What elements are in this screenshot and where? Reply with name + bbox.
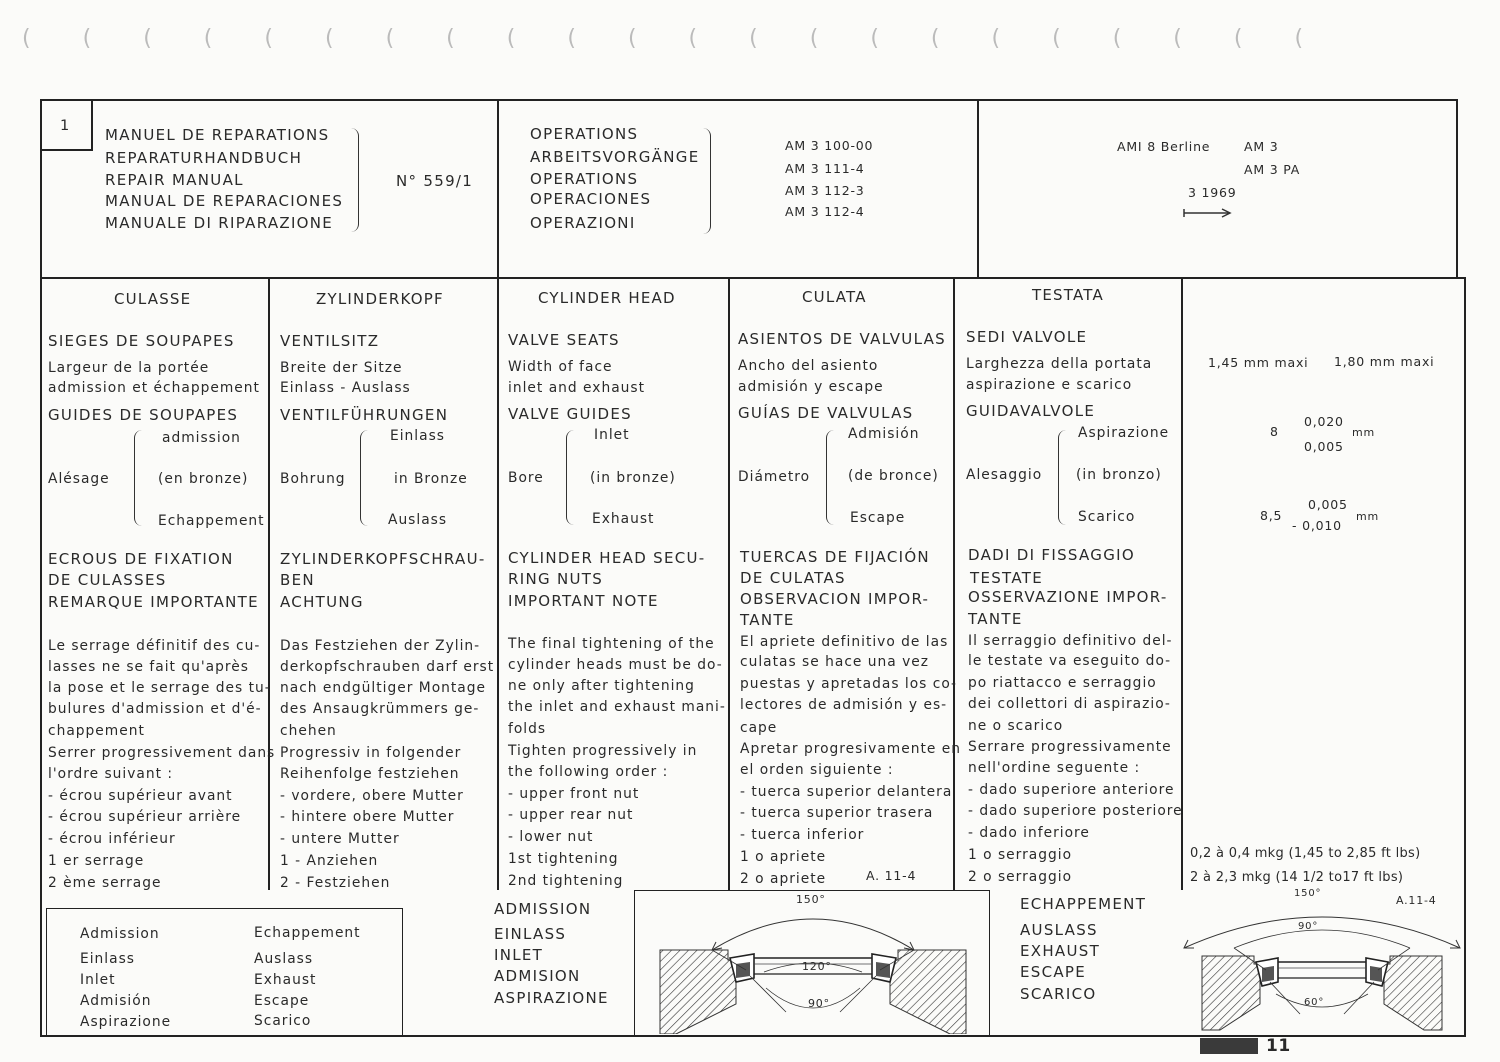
seats-title: VALVE SEATS — [508, 331, 620, 349]
body-line: - tuerca inferior — [740, 827, 865, 843]
body-line: the following order : — [508, 764, 669, 780]
body-line: - untere Mutter — [280, 831, 400, 847]
exhaust-angle-label: 150° — [1294, 888, 1322, 899]
guides-title: GUIDES DE SOUPAPES — [48, 406, 239, 424]
column-title: CULASSE — [114, 290, 192, 308]
legend-item: Inlet — [80, 972, 116, 988]
page-box-number-text: 1 — [60, 118, 71, 134]
legend-item: Admission — [80, 926, 160, 942]
manual-title-fr: MANUEL DE REPARATIONS — [105, 126, 330, 144]
guide-top: admission — [162, 430, 241, 446]
seats-desc: Ancho del asiento — [738, 358, 879, 374]
guide-left: Bore — [508, 470, 544, 486]
body-line: Apretar progresivamente en — [740, 741, 961, 757]
guides-title: VENTILFÜHRUNGEN — [280, 406, 449, 424]
seats-desc: admisión y escape — [738, 379, 884, 395]
body-line: 2 o apriete — [740, 871, 827, 887]
guide-left: Alesaggio — [966, 467, 1043, 483]
body-line: - dado superiore anteriore — [968, 782, 1175, 798]
exhaust-label: ECHAPPEMENT — [1020, 895, 1147, 913]
operation-title-en: OPERATIONS — [530, 170, 639, 188]
legend-item: Aspirazione — [80, 1014, 172, 1030]
legend-item: Exhaust — [254, 972, 317, 988]
nuts-title: TANTE — [740, 611, 795, 629]
seats-desc: Einlass - Auslass — [280, 380, 411, 396]
body-line: derkopfschrauben darf erst — [280, 659, 495, 675]
body-line: Das Festziehen der Zylin- — [280, 638, 481, 654]
nuts-title: DE CULATAS — [740, 569, 846, 587]
body-line: - tuerca superior trasera — [740, 805, 934, 821]
page-number-bar — [1200, 1038, 1258, 1054]
body-line: cylinder heads must be do- — [508, 657, 723, 673]
body-line: culatas se hace una vez — [740, 654, 930, 670]
manual-title-es: MANUAL DE REPARACIONES — [105, 192, 344, 210]
admission-label: INLET — [494, 946, 544, 964]
exhaust-label: ESCAPE — [1020, 963, 1087, 981]
guide-top: Inlet — [594, 427, 630, 443]
exhaust-angle-label: 60° — [1304, 997, 1325, 1008]
manual-number: N° 559/1 — [396, 172, 474, 190]
body-line: the inlet and exhaust mani- — [508, 699, 726, 715]
body-line: Progressiv in folgender — [280, 745, 462, 761]
admission-label: ADMISION — [494, 967, 581, 985]
model-name: AMI 8 Berline — [1117, 139, 1211, 154]
body-line: la pose et le serrage des tu- — [48, 680, 271, 696]
body-line: Reihenfolge festziehen — [280, 766, 460, 782]
inlet-guide-nominal: 8 — [1270, 424, 1279, 439]
seats-desc: Largeur de la portée — [48, 360, 210, 376]
column-title: CYLINDER HEAD — [538, 289, 676, 307]
operation-code: AM 3 112-4 — [785, 204, 865, 219]
inlet-guide-upper: 0,020 — [1304, 414, 1344, 429]
torque-second: 2 à 2,3 mkg (14 1/2 to17 ft lbs) — [1190, 870, 1404, 885]
body-line: - vordere, obere Mutter — [280, 788, 464, 804]
body-line: 1 o apriete — [740, 849, 827, 865]
guides-title: GUÍAS DE VALVULAS — [738, 404, 914, 422]
nuts-title: ECROUS DE FIXATION — [48, 550, 234, 568]
body-line: 1st tightening — [508, 851, 619, 867]
body-line: - upper rear nut — [508, 807, 634, 823]
seats-title: ASIENTOS DE VALVULAS — [738, 330, 946, 348]
seat-width-exhaust: 1,80 mm maxi — [1334, 354, 1435, 369]
exhaust-valve-seat-diagram — [1180, 890, 1464, 1036]
guide-mid: (in bronze) — [590, 470, 676, 486]
nuts-title: IMPORTANT NOTE — [508, 592, 659, 610]
body-line: - tuerca superior delantera — [740, 784, 953, 800]
legend-item: Admisión — [80, 993, 152, 1009]
admission-label: EINLASS — [494, 925, 567, 943]
legend-item: Escape — [254, 993, 310, 1009]
body-line: des Ansaugkrümmers ge- — [280, 701, 480, 717]
guide-mid: (de bronce) — [848, 468, 939, 484]
body-line: El apriete definitivo de las — [740, 634, 949, 650]
binding-marks: ( ( ( ( ( ( ( ( ( ( ( ( ( ( ( ( ( ( ( ( ( ( — [22, 26, 1304, 51]
body-line: ne o scarico — [968, 718, 1064, 734]
inlet-guide-lower: 0,005 — [1304, 439, 1344, 454]
body-line: el orden siguiente : — [740, 762, 894, 778]
manual-title-it: MANUALE DI RIPARAZIONE — [105, 214, 334, 232]
torque-first: 0,2 à 0,4 mkg (1,45 to 2,85 ft lbs) — [1190, 846, 1421, 861]
operation-title-es: OPERACIONES — [530, 190, 652, 208]
manual-title-en: REPAIR MANUAL — [105, 171, 244, 189]
guide-mid: (en bronze) — [158, 471, 249, 487]
exhaust-guide-lower: - 0,010 — [1292, 518, 1342, 533]
admission-label: ASPIRAZIONE — [494, 989, 609, 1007]
legend-item: Scarico — [254, 1013, 312, 1029]
body-line: - upper front nut — [508, 786, 640, 802]
seats-desc: inlet and exhaust — [508, 380, 645, 396]
legend-item: Einlass — [80, 951, 135, 967]
seats-title: SEDI VALVOLE — [966, 328, 1088, 346]
body-line: - écrou supérieur avant — [48, 788, 233, 804]
body-line: The final tightening of the — [508, 636, 715, 652]
body-line: dei collettori di aspirazio- — [968, 696, 1171, 712]
nuts-title: BEN — [280, 571, 315, 589]
body-line: 2 - Festziehen — [280, 875, 391, 891]
exhaust-label: AUSLASS — [1020, 921, 1098, 939]
ref-label: A. 11-4 — [866, 868, 917, 883]
guides-title: GUIDAVALVOLE — [966, 402, 1096, 420]
admission-angle-label: 120° — [802, 960, 832, 973]
body-line: po riattacco e serraggio — [968, 675, 1157, 691]
body-line: Il serraggio definitivo del- — [968, 633, 1173, 649]
nuts-title: REMARQUE IMPORTANTE — [48, 593, 259, 611]
body-line: le testate va eseguito do- — [968, 653, 1172, 669]
guide-left: Bohrung — [280, 471, 346, 487]
operation-code: AM 3 112-3 — [785, 183, 865, 198]
body-line: Serrer progressivement dans — [48, 745, 276, 761]
legend-item: Auslass — [254, 951, 314, 967]
nuts-title: DADI DI FISSAGGIO — [968, 546, 1135, 564]
body-line: 2 ème serrage — [48, 875, 162, 891]
column-title: CULATA — [802, 288, 867, 306]
operation-title-fr: OPERATIONS — [530, 125, 639, 143]
seats-desc: aspirazione e scarico — [966, 377, 1133, 393]
guide-bottom: Auslass — [388, 512, 448, 528]
seats-desc: Width of face — [508, 359, 613, 375]
guide-mid: in Bronze — [394, 471, 468, 487]
body-line: - dado inferiore — [968, 825, 1090, 841]
body-line: 2nd tightening — [508, 873, 624, 889]
column-title: ZYLINDERKOPF — [316, 290, 444, 308]
guide-bottom: Scarico — [1078, 509, 1136, 525]
exhaust-guide-unit: mm — [1356, 510, 1380, 523]
nuts-title: CYLINDER HEAD SECU- — [508, 549, 706, 567]
guide-bottom: Echappement — [158, 513, 265, 529]
guide-bottom: Escape — [850, 510, 906, 526]
seats-desc: Breite der Sitze — [280, 360, 403, 376]
body-line: Le serrage définitif des cu- — [48, 638, 261, 654]
body-line: - lower nut — [508, 829, 594, 845]
nuts-title: OBSERVACION IMPOR- — [740, 590, 930, 608]
body-line: Tighten progressively in — [508, 743, 698, 759]
model-date: 3 1969 — [1188, 185, 1237, 200]
nuts-title: ACHTUNG — [280, 593, 364, 611]
admission-angle-label: 150° — [796, 893, 826, 906]
nuts-title: DE CULASSES — [48, 571, 167, 589]
guide-top: Admisión — [848, 426, 920, 442]
body-line: nach endgültiger Montage — [280, 680, 486, 696]
body-line: bulures d'admission et d'é- — [48, 701, 262, 717]
body-line: - dado superiore posteriore — [968, 803, 1183, 819]
body-line: cape — [740, 720, 778, 736]
guide-top: Aspirazione — [1078, 425, 1170, 441]
body-line: 1 er serrage — [48, 853, 145, 869]
exhaust-angle-label: 90° — [1298, 921, 1319, 932]
guides-title: VALVE GUIDES — [508, 405, 632, 423]
body-line: 1 o serraggio — [968, 847, 1073, 863]
operation-code: AM 3 111-4 — [785, 161, 865, 176]
exhaust-label: SCARICO — [1020, 985, 1097, 1003]
operation-brace — [700, 128, 711, 234]
seats-title: SIEGES DE SOUPAPES — [48, 332, 235, 350]
body-line: ne only after tightening — [508, 678, 695, 694]
body-line: 1 - Anziehen — [280, 853, 379, 869]
body-line: - écrou inférieur — [48, 831, 176, 847]
exhaust-ref-label: A.11-4 — [1396, 894, 1437, 907]
exhaust-guide-upper: 0,005 — [1308, 497, 1348, 512]
page-number: 11 — [1266, 1036, 1291, 1056]
nuts-title: TUERCAS DE FIJACIÓN — [740, 548, 930, 566]
seats-desc: admission et échappement — [48, 380, 260, 396]
manual-title-de: REPARATURHANDBUCH — [105, 149, 303, 167]
operation-title-it: OPERAZIONI — [530, 214, 636, 232]
body-line: puestas y apretadas los co- — [740, 676, 957, 692]
nuts-title: ZYLINDERKOPFSCHRAU- — [280, 550, 486, 568]
model-code: AM 3 — [1244, 139, 1279, 154]
seat-width-inlet: 1,45 mm maxi — [1208, 355, 1309, 370]
admission-angle-label: 90° — [808, 997, 830, 1010]
body-line: lectores de admisión y es- — [740, 697, 948, 713]
guide-mid: (in bronzo) — [1076, 467, 1162, 483]
seats-desc: Larghezza della portata — [966, 356, 1153, 372]
body-line: - hintere obere Mutter — [280, 809, 455, 825]
manual-brace — [348, 128, 359, 232]
guide-top: Einlass — [390, 428, 445, 444]
legend-item: Echappement — [254, 925, 361, 941]
model-code: AM 3 PA — [1244, 162, 1301, 177]
guide-left: Alésage — [48, 471, 110, 487]
admission-label: ADMISSION — [494, 900, 592, 918]
guide-bottom: Exhaust — [592, 511, 655, 527]
body-line: chehen — [280, 723, 337, 739]
body-line: - écrou supérieur arrière — [48, 809, 242, 825]
body-line: Serrare progressivamente — [968, 739, 1172, 755]
inlet-guide-unit: mm — [1352, 426, 1376, 439]
body-line: nell'ordine seguente : — [968, 760, 1141, 776]
operation-code: AM 3 100-00 — [785, 138, 874, 153]
guide-left: Diámetro — [738, 469, 811, 485]
body-line: 2 o serraggio — [968, 869, 1073, 885]
column-title: TESTATA — [1032, 286, 1104, 304]
nuts-title: TESTATE — [970, 569, 1043, 587]
arrow-right-icon — [1182, 206, 1234, 220]
body-line: lasses ne se fait qu'après — [48, 659, 249, 675]
seats-title: VENTILSITZ — [280, 332, 380, 350]
exhaust-label: EXHAUST — [1020, 942, 1101, 960]
nuts-title: TANTE — [968, 610, 1023, 628]
exhaust-guide-nominal: 8,5 — [1260, 508, 1283, 523]
body-line: chappement — [48, 723, 145, 739]
nuts-title: RING NUTS — [508, 570, 604, 588]
nuts-title: OSSERVAZIONE IMPOR- — [968, 588, 1168, 606]
operation-title-de: ARBEITSVORGÄNGE — [530, 148, 700, 166]
body-line: l'ordre suivant : — [48, 766, 174, 782]
body-line: folds — [508, 721, 547, 737]
